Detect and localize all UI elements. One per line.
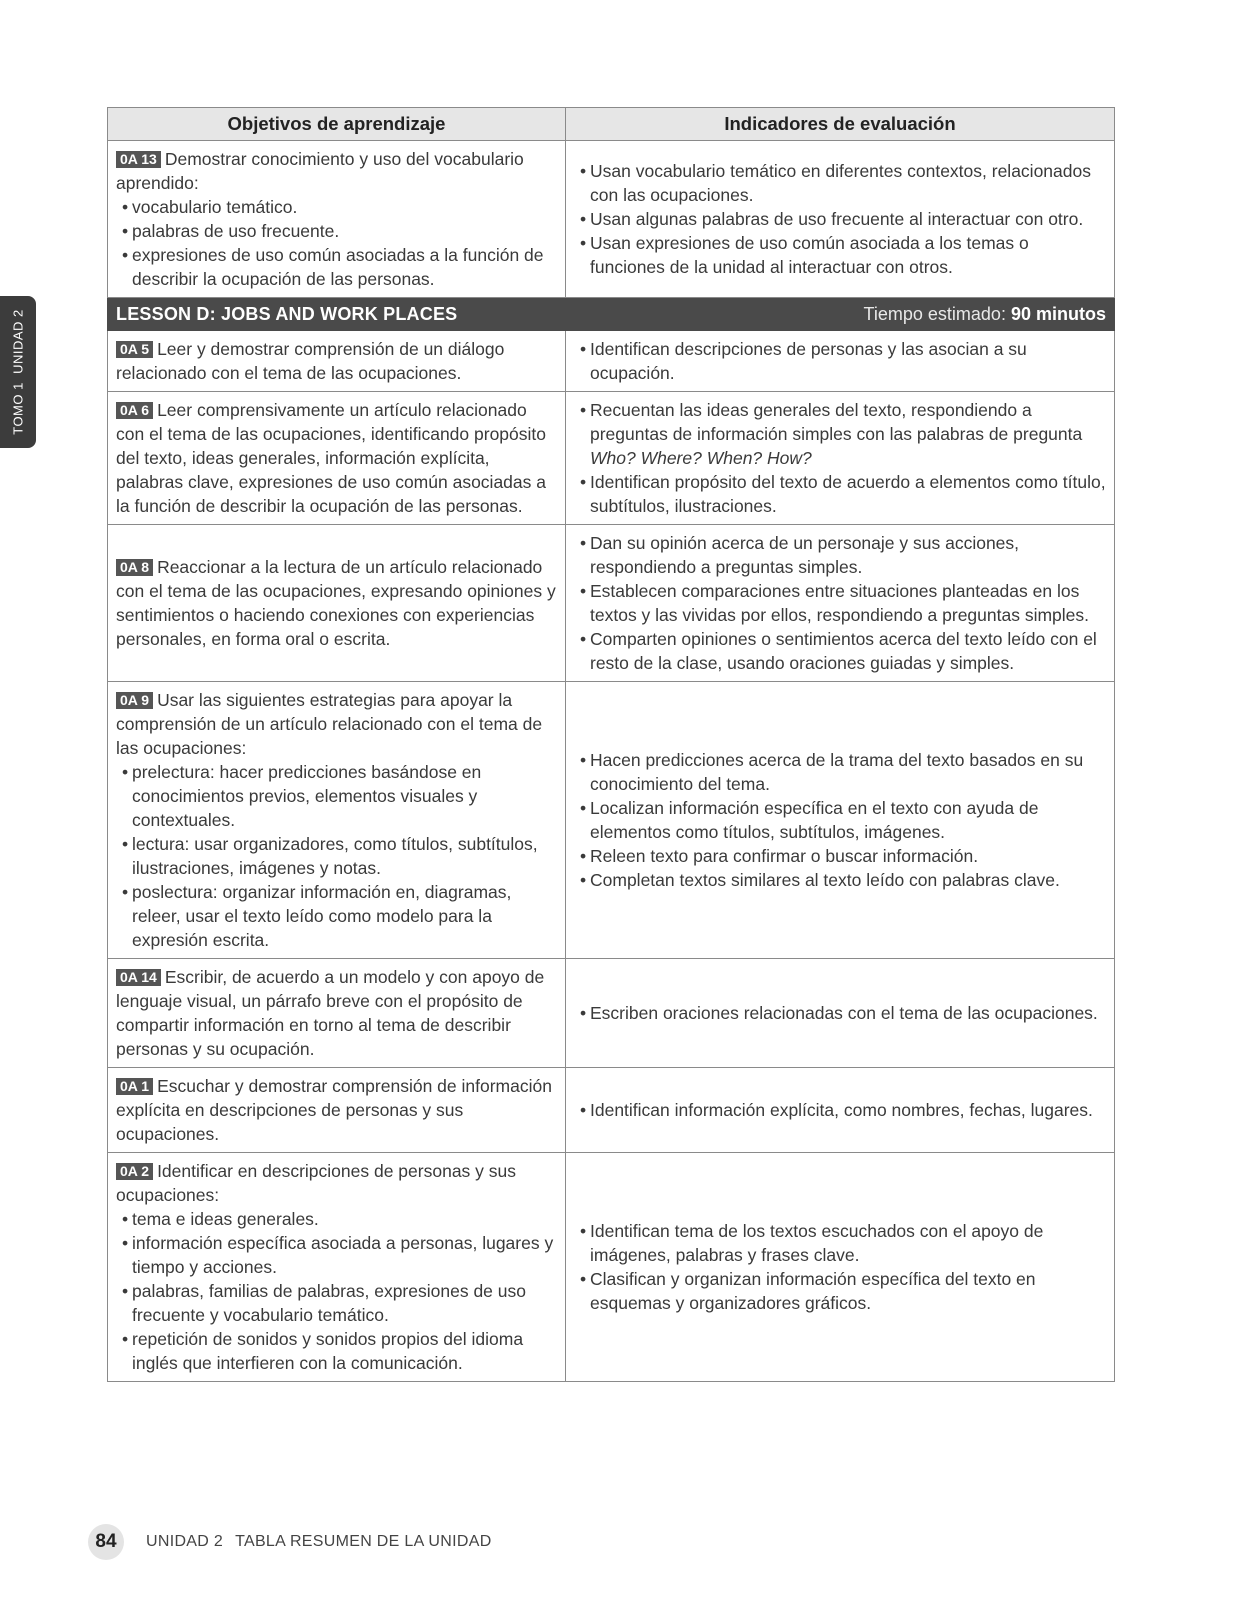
indicator-cell	[566, 1153, 1115, 1382]
header-indicadores: Indicadores de evaluación	[566, 108, 1115, 141]
objective-bullet: • palabras, familias de palabras, expresiones de uso frecuente y vocabulario temático.	[116, 1279, 557, 1327]
objective-text: 0A 13 Demostrar conocimiento y uso del vocabulario aprendido:	[116, 149, 524, 193]
header-objetivos: Objetivos de aprendizaje	[108, 108, 566, 141]
objective-text: Reaccionar a la lectura de un artículo relacionado con el tema de las ocupaciones, expresando opiniones y sentimientos o haciendo conexiones con experiencias personales, en forma oral o escrita.	[116, 557, 556, 649]
indicator-bullet: • Releen texto para confirmar o buscar información.	[574, 844, 1106, 868]
table-row	[108, 331, 1115, 392]
table-row	[108, 392, 1115, 525]
indicator-cell	[566, 525, 1115, 682]
objective-bullet: • poslectura: organizar información en, diagramas, releer, usar el texto leído como modelo para la expresión escrita.	[116, 880, 557, 952]
table-header-row	[108, 108, 1115, 141]
objective-cell	[108, 682, 566, 959]
oa-code-badge: 0A 13	[116, 151, 161, 168]
footer-title: UNIDAD 2 TABLA RESUMEN DE LA UNIDAD	[146, 1533, 492, 1550]
indicator-cell	[566, 1068, 1115, 1153]
lesson-header	[108, 298, 1115, 331]
indicator-bullet: • Identifican tema de los textos escuchados con el apoyo de imágenes, palabras y frases clave.	[574, 1219, 1106, 1267]
objective-text: Escribir, de acuerdo a un modelo y con apoyo de lenguaje visual, un párrafo breve con el propósito de compartir información en torno al tema de describir personas y su ocupación.	[116, 967, 545, 1059]
page-number: 84	[88, 1524, 124, 1560]
indicator-bullet: • Usan vocabulario temático en diferentes contextos, relacionados con las ocupaciones.	[574, 159, 1106, 207]
indicator-bullet: • Identifican descripciones de personas y las asocian a su ocupación.	[574, 337, 1106, 385]
indicator-bullet: • Localizan información específica en el texto con ayuda de elementos como títulos, subtítulos, imágenes.	[574, 796, 1106, 844]
objective-text: Escuchar y demostrar comprensión de información explícita en descripciones de personas y sus ocupaciones.	[116, 1076, 552, 1144]
indicator-bullet: • Comparten opiniones o sentimientos acerca del texto leído con el resto de la clase, usando oraciones guiadas y simples.	[574, 627, 1106, 675]
indicator-cell	[566, 392, 1115, 525]
lesson-header-row	[108, 298, 1115, 331]
objective-text: 0A 9 Usar las siguientes estrategias para apoyar la comprensión de un artículo relacionado con el tema de las ocupaciones:	[116, 690, 543, 758]
objective-bullet: • información específica asociada a personas, lugares y tiempo y acciones.	[116, 1231, 557, 1279]
objective-cell	[108, 525, 566, 682]
objective-bullet: • repetición de sonidos y sonidos propios del idioma inglés que interfieren con la comunicación.	[116, 1327, 557, 1375]
objective-text: Leer comprensivamente un artículo relacionado con el tema de las ocupaciones, identificando propósito del texto, ideas generales, información explícita, palabras clave, expresiones de uso común asociadas a la función de describir la ocupación de las personas.	[116, 400, 546, 516]
indicator-cell	[566, 331, 1115, 392]
side-tab-label: TOMO 1 UNIDAD 2	[10, 309, 26, 435]
indicator-bullet: • Clasifican y organizan información específica del texto en esquemas y organizadores gráficos.	[574, 1267, 1106, 1315]
objective-cell	[108, 331, 566, 392]
objective-cell	[108, 392, 566, 525]
indicator-bullet: • Establecen comparaciones entre situaciones planteadas en los textos y las vividas por ellos, respondiendo a preguntas simples.	[574, 579, 1106, 627]
question-words: Who? Where? When? How?	[590, 448, 812, 468]
objective-cell	[108, 959, 566, 1068]
objective-bullet: • palabras de uso frecuente.	[116, 219, 557, 243]
indicator-bullet: • Escriben oraciones relacionadas con el tema de las ocupaciones.	[574, 1001, 1106, 1025]
table-row	[108, 525, 1115, 682]
indicator-cell	[566, 682, 1115, 959]
indicator-bullet: • Dan su opinión acerca de un personaje y sus acciones, respondiendo a preguntas simples.	[574, 531, 1106, 579]
indicator-bullet: • Recuentan las ideas generales del texto, respondiendo a preguntas de información simples con las palabras de pregunta Who? Where? When? How?	[574, 398, 1106, 470]
lesson-title: LESSON D: JOBS AND WORK PLACES	[116, 304, 458, 324]
objective-cell	[108, 141, 566, 298]
objective-text: Leer y demostrar comprensión de un diálogo relacionado con el tema de las ocupaciones.	[116, 339, 505, 383]
objective-cell	[108, 1068, 566, 1153]
oa-code-badge: 0A 1	[116, 1078, 153, 1095]
indicator-bullet: • Completan textos similares al texto leído con palabras clave.	[574, 868, 1106, 892]
table-row	[108, 682, 1115, 959]
objective-cell	[108, 1153, 566, 1382]
oa-code-badge: 0A 14	[116, 969, 161, 986]
oa-code-badge: 0A 9	[116, 692, 153, 709]
indicator-cell	[566, 959, 1115, 1068]
indicator-cell	[566, 141, 1115, 298]
indicator-bullet: • Identifican información explícita, como nombres, fechas, lugares.	[574, 1098, 1106, 1122]
table-row	[108, 1068, 1115, 1153]
objective-text: 0A 2 Identificar en descripciones de personas y sus ocupaciones:	[116, 1161, 517, 1205]
objective-bullet: • tema e ideas generales.	[116, 1207, 557, 1231]
objective-bullet: • prelectura: hacer predicciones basándose en conocimientos previos, elementos visuales y contextuales.	[116, 760, 557, 832]
objective-bullet: • expresiones de uso común asociadas a la función de describir la ocupación de las personas.	[116, 243, 557, 291]
objective-bullet: • vocabulario temático.	[116, 195, 557, 219]
side-tab	[0, 296, 36, 448]
oa-code-badge: 0A 8	[116, 559, 153, 576]
objective-bullet: • lectura: usar organizadores, como títulos, subtítulos, ilustraciones, imágenes y notas.	[116, 832, 557, 880]
oa-code-badge: 0A 6	[116, 402, 153, 419]
tiempo-estimado: Tiempo estimado: 90 minutos	[863, 304, 1106, 324]
oa-code-badge: 0A 5	[116, 341, 153, 358]
table-row	[108, 959, 1115, 1068]
indicator-bullet: • Identifican propósito del texto de acuerdo a elementos como título, subtítulos, ilustraciones.	[574, 470, 1106, 518]
table-row	[108, 1153, 1115, 1382]
oa-code-badge: 0A 2	[116, 1163, 153, 1180]
summary-table	[107, 107, 1115, 1382]
table-row	[108, 141, 1115, 298]
indicator-bullet: • Hacen predicciones acerca de la trama del texto basados en su conocimiento del tema.	[574, 748, 1106, 796]
indicator-bullet: • Usan algunas palabras de uso frecuente al interactuar con otro.	[574, 207, 1106, 231]
indicator-bullet: • Usan expresiones de uso común asociada a los temas o funciones de la unidad al interactuar con otros.	[574, 231, 1106, 279]
